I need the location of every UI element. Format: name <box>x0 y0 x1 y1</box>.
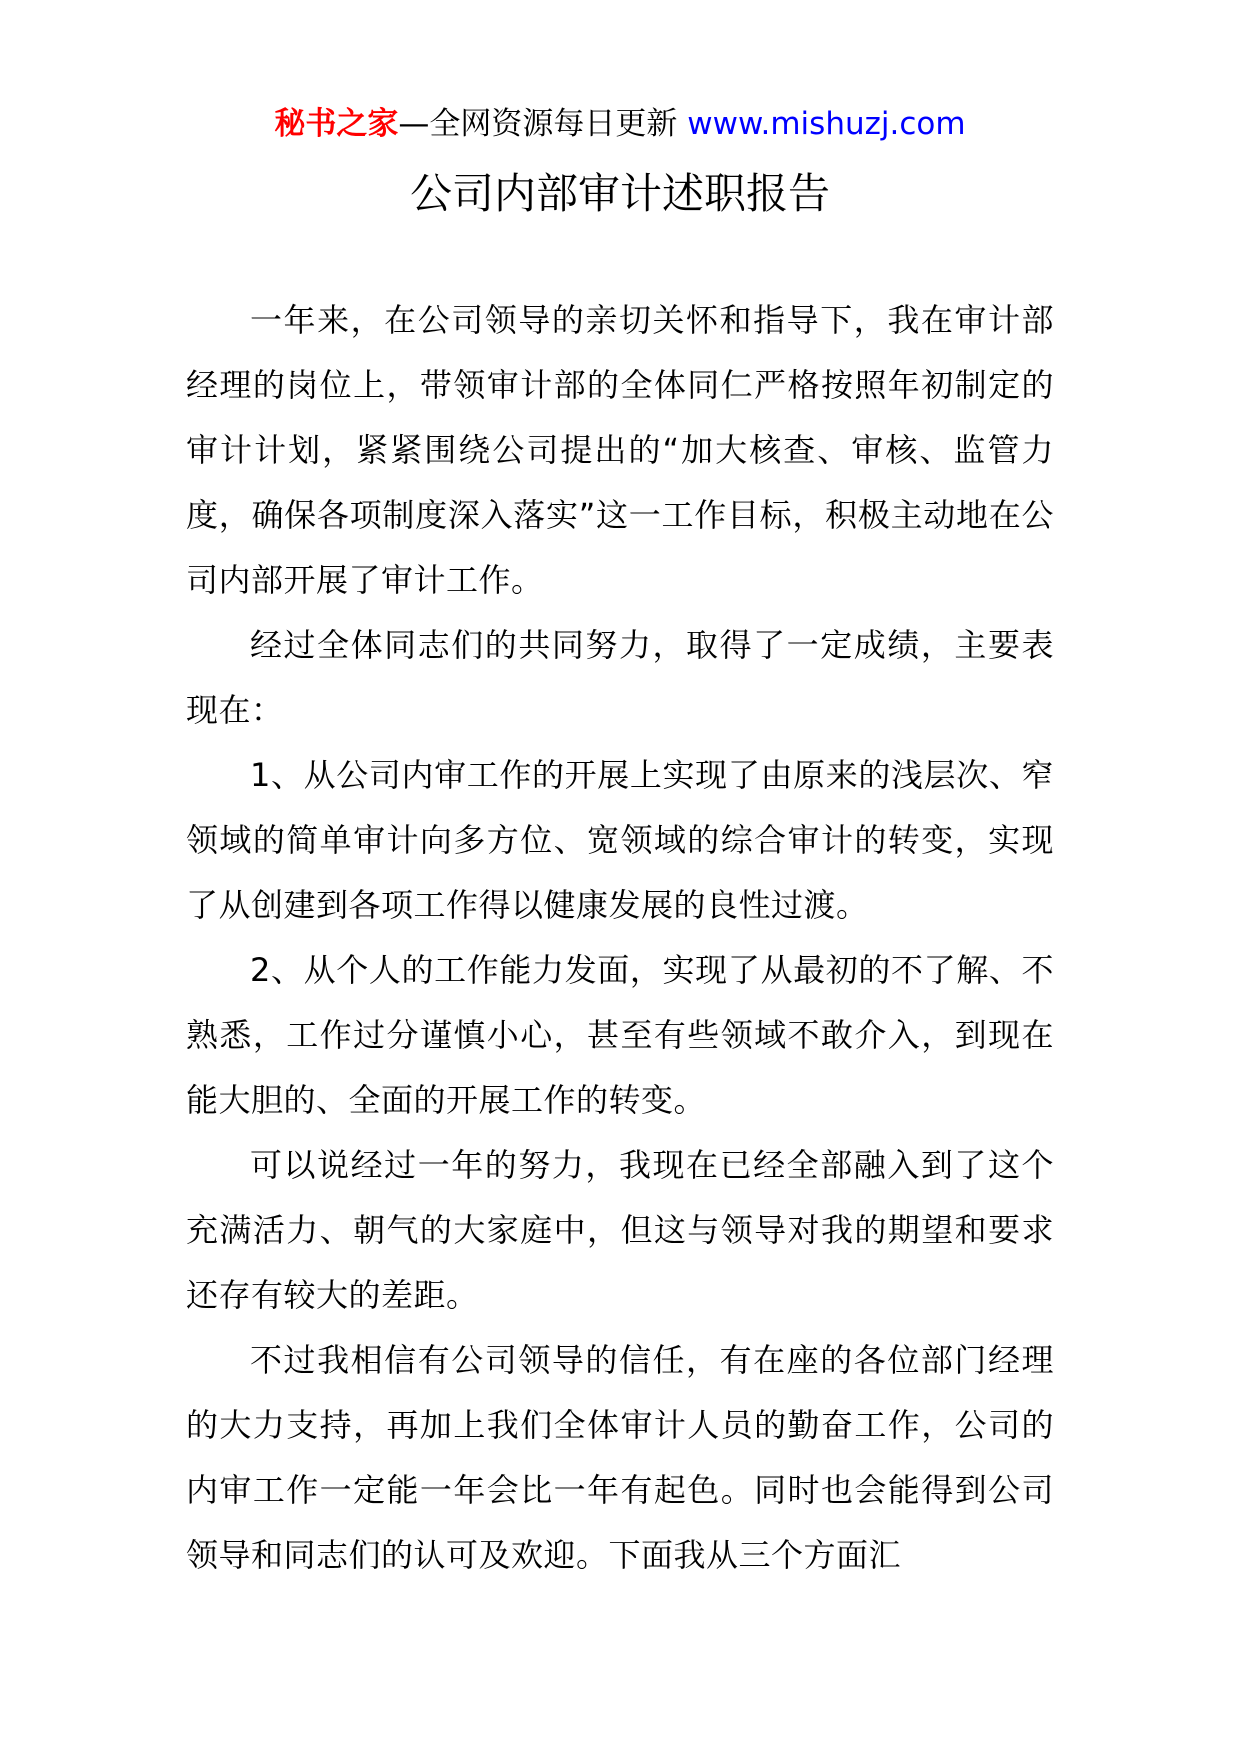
paragraph-outlook: 不过我相信有公司领导的信任，有在座的各位部门经理的大力支持，再加上我们全体审计人员的勤奋工作，公司的内审工作一定能一年会比一年有起色。同时也会能得到公司领导和同志们的认可及欢迎。下面我从三个方面汇 <box>186 1341 1054 1574</box>
paragraph-intro: 一年来，在公司领导的亲切关怀和指导下，我在审计部经理的岗位上，带领审计部的全体同仁严格按照年初制定的审计计划，紧紧围绕公司提出的“加大核查、审核、监管力度，确保各项制度深入落实”这一工作目标，积极主动地在公司内部开展了审计工作。 <box>186 301 1054 599</box>
site-slogan: —全网资源每日更新 <box>398 106 688 142</box>
paragraph-point-1: 1、从公司内审工作的开展上实现了由原来的浅层次、窄领域的简单审计向多方位、宽领域的综合审计的转变，实现了从创建到各项工作得以健康发展的良性过渡。 <box>186 756 1054 924</box>
paragraph-achievements: 经过全体同志们的共同努力，取得了一定成绩，主要表现在： <box>186 626 1054 729</box>
site-url-link[interactable]: www.mishuzj.com <box>687 106 966 142</box>
paragraph-point-2: 2、从个人的工作能力发面，实现了从最初的不了解、不熟悉，工作过分谨慎小心，甚至有些领域不敢介入，到现在能大胆的、全面的开展工作的转变。 <box>186 951 1054 1119</box>
site-brand: 秘书之家 <box>274 106 399 142</box>
document-body <box>186 288 1054 1588</box>
paragraph-reflection: 可以说经过一年的努力，我现在已经全部融入到了这个充满活力、朝气的大家庭中，但这与领导对我的期望和要求还存有较大的差距。 <box>186 1146 1054 1314</box>
document-title: 公司内部审计述职报告 <box>409 169 830 218</box>
site-banner <box>0 104 1240 144</box>
